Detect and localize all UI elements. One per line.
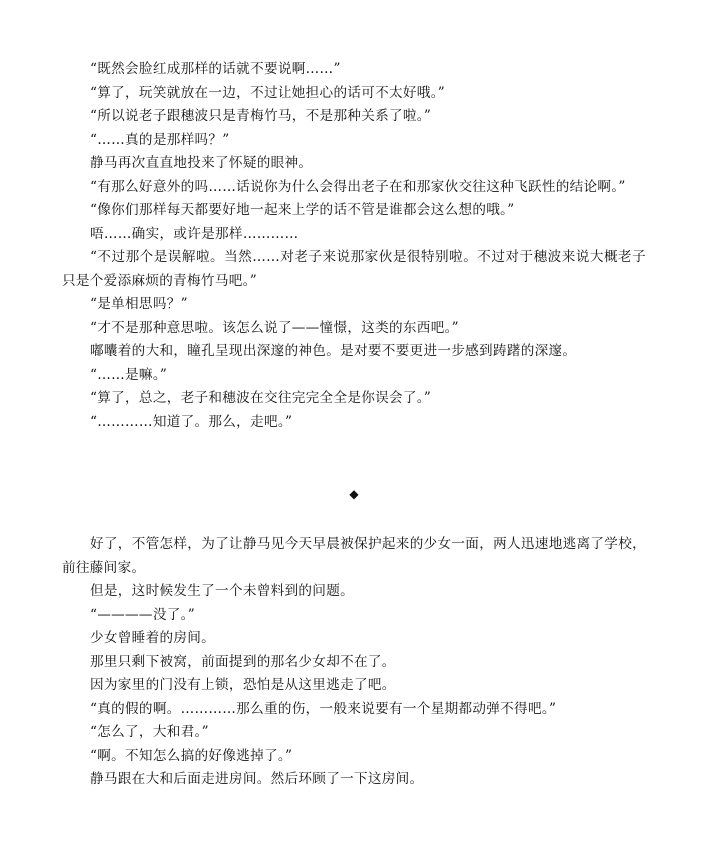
paragraph: “……真的是那样吗？” [90, 131, 230, 148]
paragraph: “真的假的啊。…………那么重的伤，一般来说要有一个星期都动弹不得吧。” [90, 700, 557, 717]
paragraph: “算了，玩笑就放在一边，不过让她担心的话可不太好哦。” [90, 84, 446, 101]
paragraph: 唔……确实，或许是那样………… [90, 225, 299, 242]
paragraph: 因为家里的门没有上锁，恐怕是从这里逃走了吧。 [90, 677, 396, 693]
paragraph: “像你们那样每天都要好地一起来上学的话不管是谁都会这么想的哦。” [90, 202, 515, 218]
paragraph: “怎么了，大和君。” [90, 724, 209, 740]
paragraph: “所以说老子跟穗波只是青梅竹马，不是那种关系了啦。” [90, 108, 432, 124]
paragraph: 嘟囔着的大和，瞳孔呈现出深邃的神色。是对要不要更进一步感到踌躇的深邃。 [90, 343, 577, 359]
paragraph: “是单相思吗？” [90, 296, 188, 312]
paragraph: “啊。不知怎么搞的好像逃掉了。” [90, 747, 293, 764]
paragraph: “算了，总之，老子和穗波在交往完完全全是你误会了。” [90, 390, 432, 406]
paragraph: 但是，这时候发生了一个未曾料到的问题。 [90, 583, 354, 599]
text-section-1 [62, 58, 646, 434]
section-separator-diamond-icon: ◆ [349, 487, 359, 501]
paragraph: “才不是那种意思啦。该怎么说了——憧憬，这类的东西吧。” [90, 319, 459, 336]
paragraph: 静马跟在大和后面走进房间。然后环顾了一下这房间。 [90, 771, 424, 787]
paragraph: 静马再次直直地投来了怀疑的眼神。 [90, 155, 313, 171]
paragraph: 少女曾睡着的房间。 [90, 630, 216, 646]
paragraph: “…………知道了。那么，走吧。” [90, 413, 293, 430]
paragraph: “————没了。” [90, 606, 195, 623]
paragraph: 好了，不管怎样，为了让静马见今天早晨被保护起来的少女一面，两人迅速地逃离了学校，前往藤间家。 [62, 536, 646, 576]
paragraph: 那里只剩下被窝，前面提到的那名少女却不在了。 [90, 653, 396, 670]
paragraph: “既然会脸红成那样的话就不要说啊……” [90, 61, 341, 77]
paragraph: “有那么好意外的吗……话说你为什么会得出老子在和那家伙交往这种飞跃性的结论啊。” [90, 178, 626, 195]
text-section-2 [62, 533, 646, 792]
paragraph: “不过那个是误解啦。当然……对老子来说那家伙是很特别啦。不过对于穗波来说大概老子只是个爱添麻烦的青梅竹马吧。” [62, 249, 646, 289]
paragraph: “……是嘛。” [90, 366, 168, 383]
